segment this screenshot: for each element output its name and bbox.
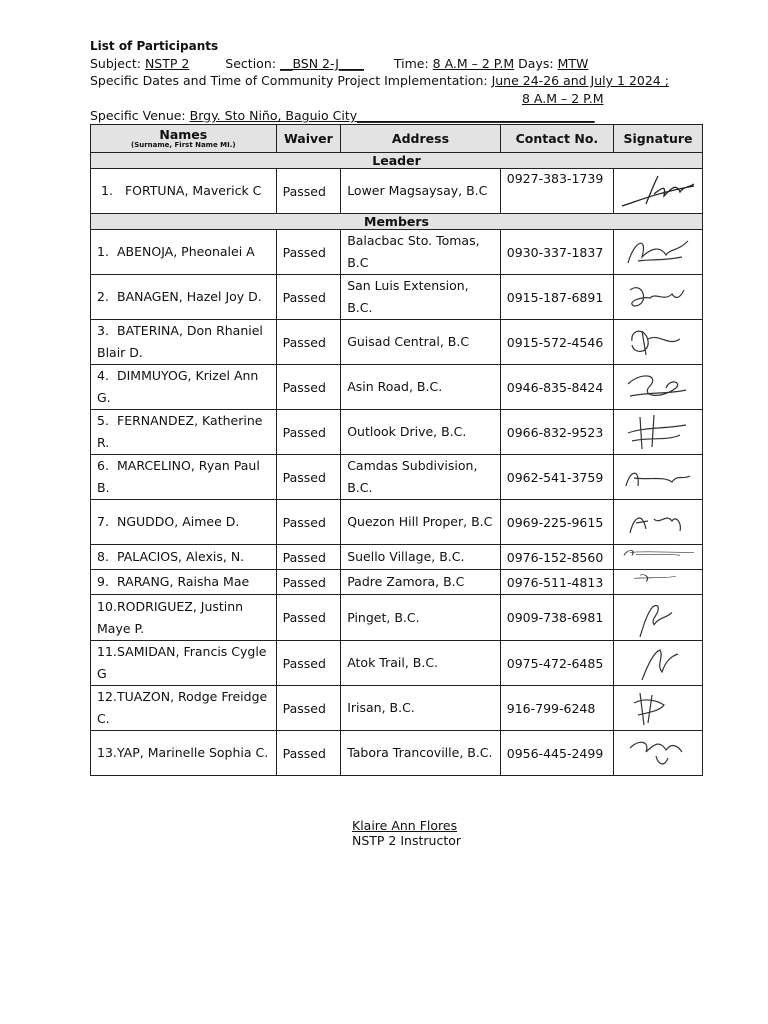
dates-line — [90, 73, 669, 88]
time-value: 8 A.M – 2 P.M — [432, 56, 515, 71]
member-address: Balacbac Sto. Tomas, B.C — [341, 230, 501, 275]
leader-group-row — [91, 153, 703, 169]
member-waiver: Passed — [276, 230, 341, 275]
member-num: 11. — [97, 644, 117, 659]
member-name-cell — [91, 455, 277, 500]
document-title: List of Participants — [90, 39, 219, 53]
member-name-cell — [91, 731, 277, 776]
member-waiver: Passed — [276, 410, 341, 455]
member-signature — [613, 500, 702, 545]
member-name: SAMIDAN, Francis Cygle G — [97, 644, 267, 681]
member-num: 13. — [97, 745, 117, 760]
member-address: Irisan, B.C. — [341, 686, 501, 731]
member-contact: 0962-541-3759 — [500, 455, 613, 500]
member-contact: 0969-225-9615 — [500, 500, 613, 545]
member-num: 7. — [97, 514, 109, 529]
member-waiver: Passed — [276, 686, 341, 731]
days-value: MTW — [557, 56, 589, 71]
member-num: 12. — [97, 689, 117, 704]
table-row — [91, 686, 703, 731]
member-name-cell — [91, 320, 277, 365]
table-row — [91, 731, 703, 776]
member-name: MARCELINO, Ryan Paul B. — [97, 458, 260, 495]
venue-line — [90, 108, 595, 123]
days-label: Days: — [518, 56, 554, 71]
participants-table — [90, 124, 703, 776]
member-name: BATERINA, Don Rhaniel Blair D. — [97, 323, 263, 360]
leader-name-cell — [91, 169, 277, 214]
dates-time: 8 A.M – 2 P.M — [522, 91, 604, 106]
member-name: RARANG, Raisha Mae — [117, 574, 250, 589]
col-address: Address — [341, 125, 501, 153]
member-name: ABENOJA, Pheonalei A — [117, 244, 255, 259]
member-address: Padre Zamora, B.C — [341, 570, 501, 595]
member-name-cell — [91, 410, 277, 455]
member-waiver: Passed — [276, 641, 341, 686]
member-contact: 0975-472-6485 — [500, 641, 613, 686]
leader-row — [91, 169, 703, 214]
col-waiver: Waiver — [276, 125, 341, 153]
table-row — [91, 570, 703, 595]
subject-label: Subject: — [90, 56, 141, 71]
member-signature — [613, 275, 702, 320]
member-address: Quezon Hill Proper, B.C — [341, 500, 501, 545]
member-address: Tabora Trancoville, B.C. — [341, 731, 501, 776]
instructor-name: Klaire Ann Flores — [352, 818, 458, 833]
member-signature — [613, 595, 702, 641]
member-signature — [613, 320, 702, 365]
member-address: Atok Trail, B.C. — [341, 641, 501, 686]
member-name: RODRIGUEZ, Justinn Maye P. — [97, 598, 244, 636]
signature-scribble — [620, 546, 696, 568]
signature-scribble — [620, 732, 696, 774]
member-waiver: Passed — [276, 545, 341, 570]
table-row — [91, 545, 703, 570]
leader-name: FORTUNA, Maverick C — [124, 183, 262, 198]
member-name-cell — [91, 500, 277, 545]
col-contact: Contact No. — [500, 125, 613, 153]
member-num: 3. — [97, 323, 109, 338]
signature-scribble — [620, 366, 696, 408]
member-signature — [613, 731, 702, 776]
col-names-label: Names — [159, 127, 208, 142]
signature-scribble — [620, 411, 696, 453]
members-group-label: Members — [91, 214, 703, 230]
instructor-title: NSTP 2 Instructor — [352, 833, 462, 848]
table-row — [91, 641, 703, 686]
table-row — [91, 365, 703, 410]
col-names — [91, 125, 277, 153]
member-contact: 0915-187-6891 — [500, 275, 613, 320]
leader-contact: 0927-383-1739 — [500, 169, 613, 214]
member-name-cell — [91, 275, 277, 320]
member-num: 1. — [97, 244, 109, 259]
member-signature — [613, 455, 702, 500]
member-name: DIMMUYOG, Krizel Ann G. — [97, 368, 259, 405]
member-contact: 0915-572-4546 — [500, 320, 613, 365]
member-name: TUAZON, Rodge Freidge C. — [97, 689, 268, 726]
member-waiver: Passed — [276, 455, 341, 500]
member-waiver: Passed — [276, 731, 341, 776]
venue-value: Brgy. Sto Niño, Baguio City______________________________________ — [189, 108, 595, 123]
dates-value: June 24-26 and July 1 2024 ; — [491, 73, 669, 88]
member-name: PALACIOS, Alexis, N. — [117, 549, 245, 564]
instructor-block — [352, 818, 461, 848]
signature-scribble — [620, 571, 696, 593]
member-contact: 0966-832-9523 — [500, 410, 613, 455]
member-signature — [613, 686, 702, 731]
signature-scribble — [620, 321, 696, 363]
signature-scribble — [620, 231, 696, 273]
signature-scribble — [620, 642, 696, 684]
member-contact: 0930-337-1837 — [500, 230, 613, 275]
col-signature: Signature — [613, 125, 702, 153]
member-signature — [613, 641, 702, 686]
section-label: Section: — [225, 56, 276, 71]
member-contact: 0946-835-8424 — [500, 365, 613, 410]
member-waiver: Passed — [276, 365, 341, 410]
table-row — [91, 230, 703, 275]
member-address: Suello Village, B.C. — [341, 545, 501, 570]
member-address: Camdas Subdivision, B.C. — [341, 455, 501, 500]
member-name-cell — [91, 545, 277, 570]
time-label: Time: — [393, 56, 429, 71]
member-contact: 0976-511-4813 — [500, 570, 613, 595]
member-contact: 0909-738-6981 — [500, 595, 613, 641]
dates-label: Specific Dates and Time of Community Project Implementation: — [90, 73, 488, 88]
member-waiver: Passed — [276, 500, 341, 545]
member-num: 5. — [97, 413, 109, 428]
member-num: 6. — [97, 458, 109, 473]
subject-line — [90, 56, 588, 71]
member-address: Guisad Central, B.C — [341, 320, 501, 365]
table-row — [91, 595, 703, 641]
table-header-row — [91, 125, 703, 153]
members-group-row — [91, 214, 703, 230]
leader-num: 1. — [101, 183, 113, 198]
member-num: 2. — [97, 289, 109, 304]
member-name-cell — [91, 686, 277, 731]
leader-address: Lower Magsaysay, B.C — [341, 169, 501, 214]
table-row — [91, 410, 703, 455]
member-num: 8. — [97, 549, 109, 564]
signature-scribble — [620, 456, 696, 498]
subject-value: NSTP 2 — [144, 56, 190, 71]
table-row — [91, 320, 703, 365]
col-names-sublabel: (Surname, First Name MI.) — [131, 141, 236, 149]
member-num: 9. — [97, 574, 109, 589]
leader-signature — [613, 169, 702, 214]
member-waiver: Passed — [276, 320, 341, 365]
table-row — [91, 500, 703, 545]
signature-scribble — [620, 276, 696, 318]
signature-scribble — [620, 501, 696, 543]
member-signature — [613, 365, 702, 410]
member-address: San Luis Extension, B.C. — [341, 275, 501, 320]
table-row — [91, 455, 703, 500]
member-name: FERNANDEZ, Katherine R. — [97, 413, 263, 450]
member-signature — [613, 410, 702, 455]
signature-scribble — [620, 170, 696, 212]
member-name: BANAGEN, Hazel Joy D. — [117, 289, 262, 304]
member-contact: 916-799-6248 — [500, 686, 613, 731]
leader-waiver: Passed — [276, 169, 341, 214]
member-signature — [613, 545, 702, 570]
member-name-cell — [91, 230, 277, 275]
leader-group-label: Leader — [91, 153, 703, 169]
member-name-cell — [91, 595, 277, 641]
member-name: NGUDDO, Aimee D. — [117, 514, 240, 529]
member-name-cell — [91, 570, 277, 595]
member-waiver: Passed — [276, 570, 341, 595]
member-num: 4. — [97, 368, 109, 383]
member-num: 10. — [97, 598, 117, 614]
member-address: Asin Road, B.C. — [341, 365, 501, 410]
member-address: Outlook Drive, B.C. — [341, 410, 501, 455]
signature-scribble — [620, 596, 696, 639]
member-waiver: Passed — [276, 595, 341, 641]
section-value: __BSN 2-J____ — [279, 56, 364, 71]
member-signature — [613, 570, 702, 595]
member-name-cell — [91, 365, 277, 410]
member-waiver: Passed — [276, 275, 341, 320]
member-signature — [613, 230, 702, 275]
venue-label: Specific Venue: — [90, 108, 186, 123]
signature-scribble — [620, 687, 696, 729]
member-contact: 0956-445-2499 — [500, 731, 613, 776]
member-name-cell — [91, 641, 277, 686]
member-name: YAP, Marinelle Sophia C. — [117, 745, 269, 760]
member-address: Pinget, B.C. — [341, 595, 501, 641]
member-contact: 0976-152-8560 — [500, 545, 613, 570]
table-row — [91, 275, 703, 320]
